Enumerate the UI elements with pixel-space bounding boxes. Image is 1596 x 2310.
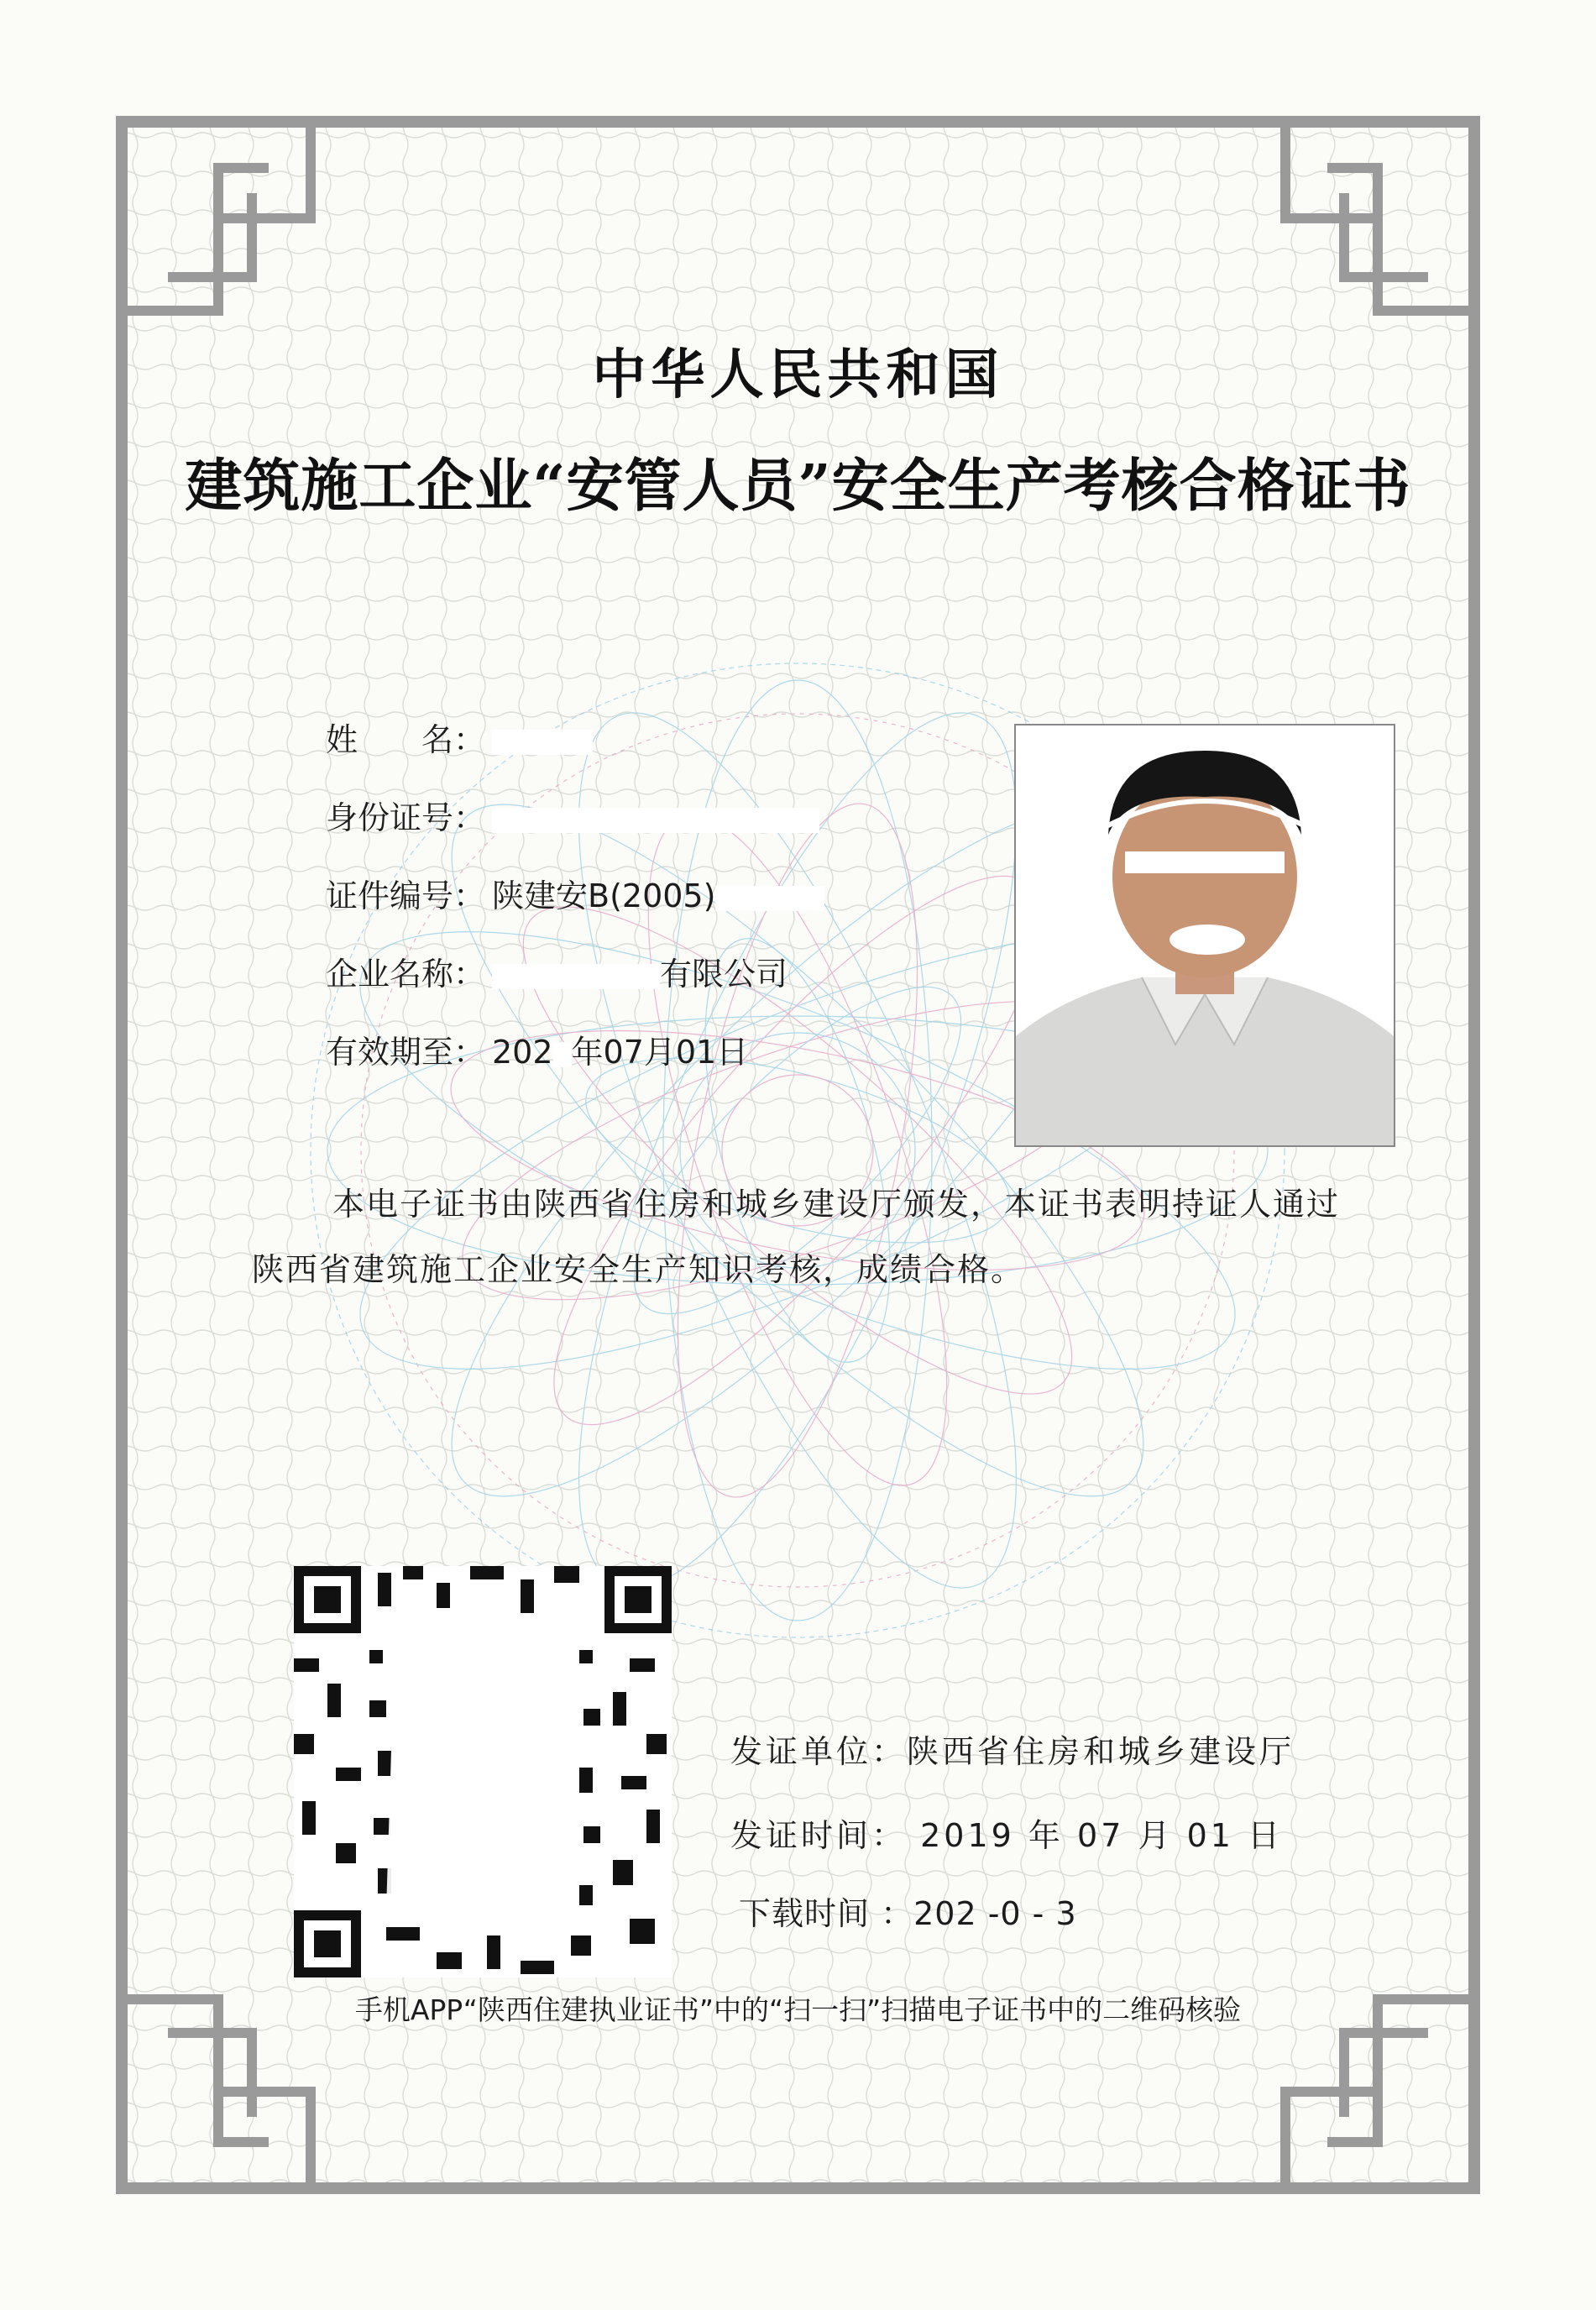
company-label: 企业名称： <box>326 956 486 993</box>
verification-qr-code[interactable] <box>294 1566 672 1977</box>
download-time-label: 下载时间 ： <box>739 1895 914 1932</box>
issuing-unit-value: 陕西省住房和城乡建设厅 <box>907 1733 1295 1770</box>
cert-number-row <box>326 870 824 916</box>
issue-date-day: 01 <box>1186 1817 1234 1854</box>
issue-date-year: 2019 <box>920 1817 1015 1854</box>
download-time-value: 202 -0 - 3 <box>913 1895 1077 1932</box>
issue-date-label: 发证时间： <box>730 1817 908 1854</box>
valid-until-row <box>326 1026 748 1072</box>
valid-until-label: 有效期至： <box>326 1034 486 1071</box>
issue-date-year-char: 年 <box>1028 1817 1064 1854</box>
issue-date-day-char: 日 <box>1248 1817 1284 1854</box>
name-row <box>326 714 593 760</box>
cert-number-value: 陕建安B(2005) <box>492 877 716 914</box>
valid-until-redaction <box>553 1042 572 1067</box>
issue-date-row <box>730 1810 1283 1856</box>
name-redaction <box>492 730 593 755</box>
id-number-redaction <box>492 808 819 833</box>
download-time-row <box>739 1888 1077 1934</box>
id-number-row <box>326 792 819 838</box>
issuing-unit-label: 发证单位： <box>730 1733 908 1770</box>
issue-date-month-char: 月 <box>1138 1817 1174 1854</box>
cert-number-label: 证件编号： <box>326 877 486 914</box>
company-value: 有限公司 <box>660 956 788 993</box>
company-redaction <box>492 964 660 989</box>
valid-until-year: 202 <box>492 1034 553 1071</box>
issue-date-month: 07 <box>1077 1817 1125 1854</box>
company-row <box>326 948 788 994</box>
name-label: 姓 名： <box>326 721 486 758</box>
verification-instructions: 手机APP“陕西住建执业证书”中的“扫一扫”扫描电子证书中的二维码核验 <box>354 1993 1242 2026</box>
certificate-statement: 本电子证书由陕西省住房和城乡建设厅颁发，本证书表明持证人通过陕西省建筑施工企业安全生产知识考核，成绩合格。 <box>252 1186 1341 1288</box>
holder-photo <box>1014 724 1395 1147</box>
valid-until-date: 年07月01日 <box>571 1034 749 1071</box>
id-number-label: 身份证号： <box>326 799 486 836</box>
certificate-title: 建筑施工企业“安管人员”安全生产考核合格证书 <box>185 453 1411 520</box>
cert-number-redaction <box>715 886 824 911</box>
issuing-unit-row <box>730 1726 1295 1772</box>
country-title: 中华人民共和国 <box>592 343 1004 406</box>
